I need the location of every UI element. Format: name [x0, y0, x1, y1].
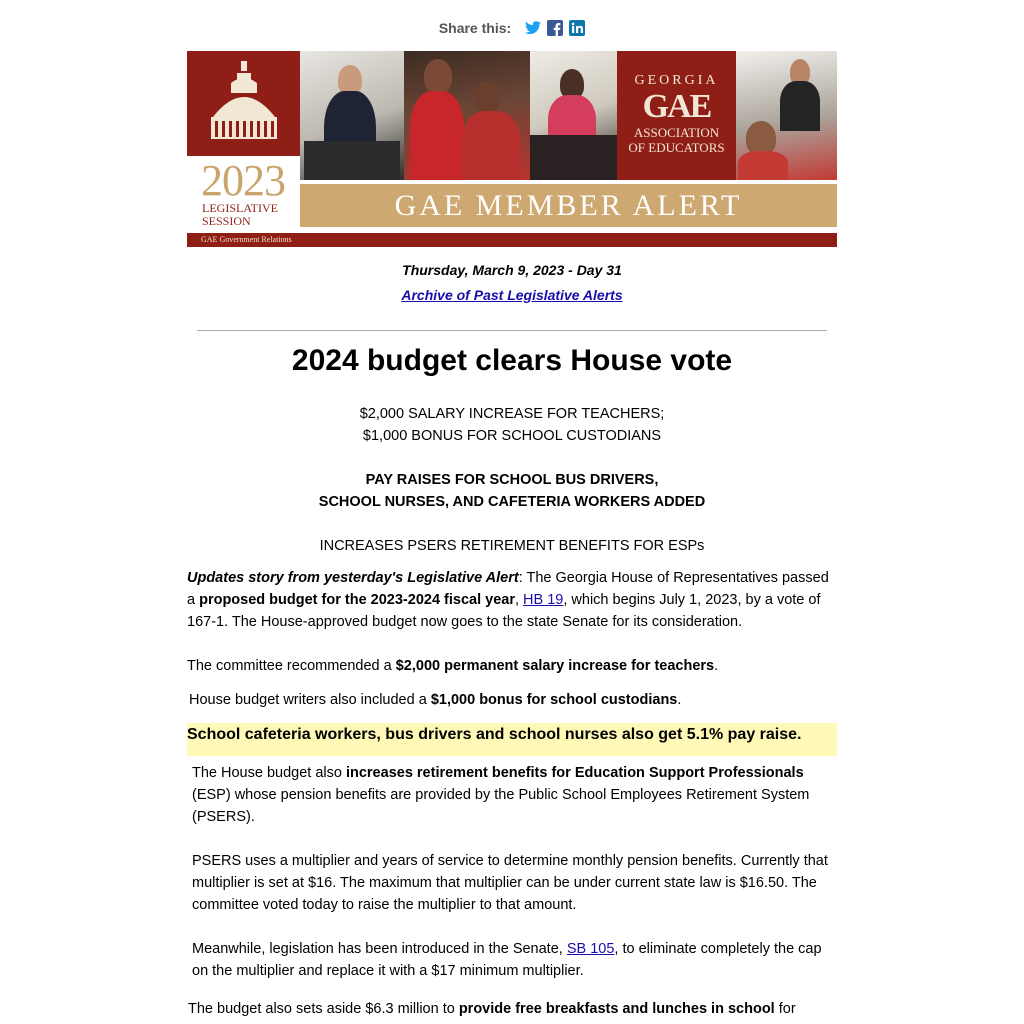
gae-georgia: GEORGIA — [634, 73, 719, 88]
body-paragraph: PSERS uses a multiplier and years of service to determine monthly pension benefits. Currently that multiplier is set at $16. The maximum that multiplier can be under current state law is $16.50. The committee voted today to raise the multiplier to that amount. — [192, 853, 828, 913]
body-paragraph: The budget also sets aside $6.3 million to provide free breakfasts and lunches in school for — [188, 1001, 796, 1017]
body-paragraph: House budget writers also included a $1,000 bonus for school custodians. — [189, 692, 682, 708]
gae-monogram: GAE — [642, 88, 711, 125]
divider — [197, 330, 827, 331]
share-label: Share this: — [438, 20, 512, 36]
subhead: $1,000 BONUS FOR SCHOOL CUSTODIANS — [362, 428, 662, 444]
archive-row — [0, 287, 1024, 303]
banner-photo — [300, 51, 404, 180]
banner-photo — [530, 51, 617, 180]
facebook-icon[interactable] — [547, 20, 563, 36]
capitol-dome-icon — [201, 59, 287, 159]
twitter-icon[interactable] — [525, 20, 541, 36]
highlight-callout: School cafeteria workers, bus drivers and school nurses also get 5.1% pay raise. — [187, 723, 837, 756]
session-logo — [187, 51, 300, 247]
body-paragraph: Updates story from yesterday's Legislative Alert: The Georgia House of Representatives passed a proposed budget for the 2023-2024 fiscal year, HB 19, which begins July 1, 2023, by a vote of 167-1. The House-approved budget now goes to the state Senate for its consideration. — [187, 570, 829, 630]
legislative-label: LEGISLATIVE — [202, 201, 278, 215]
banner-footer: GAE Government Relations — [187, 233, 837, 247]
banner-photo — [404, 51, 530, 180]
hb19-link[interactable]: HB 19 — [523, 592, 564, 608]
member-alert-title: GAE MEMBER ALERT — [300, 184, 837, 227]
sb105-link[interactable]: SB 105 — [566, 941, 615, 957]
subhead: INCREASES PSERS RETIREMENT BENEFITS FOR ESPs — [319, 538, 705, 554]
subhead: SCHOOL NURSES, AND CAFETERIA WORKERS ADDED — [318, 494, 706, 510]
session-year: 2023 — [201, 156, 285, 205]
gae-educators: OF EDUCATORS — [628, 140, 725, 155]
body-paragraph: Meanwhile, legislation has been introduced in the Senate, SB 105, to eliminate completely the cap on the multiplier and replace it with a $17 minimum multiplier. — [192, 941, 822, 979]
subhead: $2,000 SALARY INCREASE FOR TEACHERS; — [359, 406, 665, 422]
gae-logo — [617, 51, 736, 180]
banner-photo — [736, 51, 837, 180]
member-alert-banner — [187, 51, 837, 247]
lead-in: Updates story from yesterday's Legislative Alert — [187, 570, 519, 586]
body-paragraph: The committee recommended a $2,000 permanent salary increase for teachers. — [187, 658, 719, 674]
subhead: PAY RAISES FOR SCHOOL BUS DRIVERS, — [365, 472, 659, 488]
body-paragraph: The House budget also increases retirement benefits for Education Support Professionals (ESP) whose pension benefits are provided by the Public School Employees Retirement System (PSERS). — [192, 765, 810, 825]
page-title: 2024 budget clears House vote — [291, 344, 733, 377]
alert-date: Thursday, March 9, 2023 - Day 31 — [402, 262, 622, 278]
archive-link[interactable]: Archive of Past Legislative Alerts — [401, 287, 623, 303]
session-label: SESSION — [202, 214, 251, 228]
gae-association: ASSOCIATION — [633, 125, 720, 140]
linkedin-icon[interactable] — [569, 20, 585, 36]
share-bar — [0, 20, 1024, 38]
